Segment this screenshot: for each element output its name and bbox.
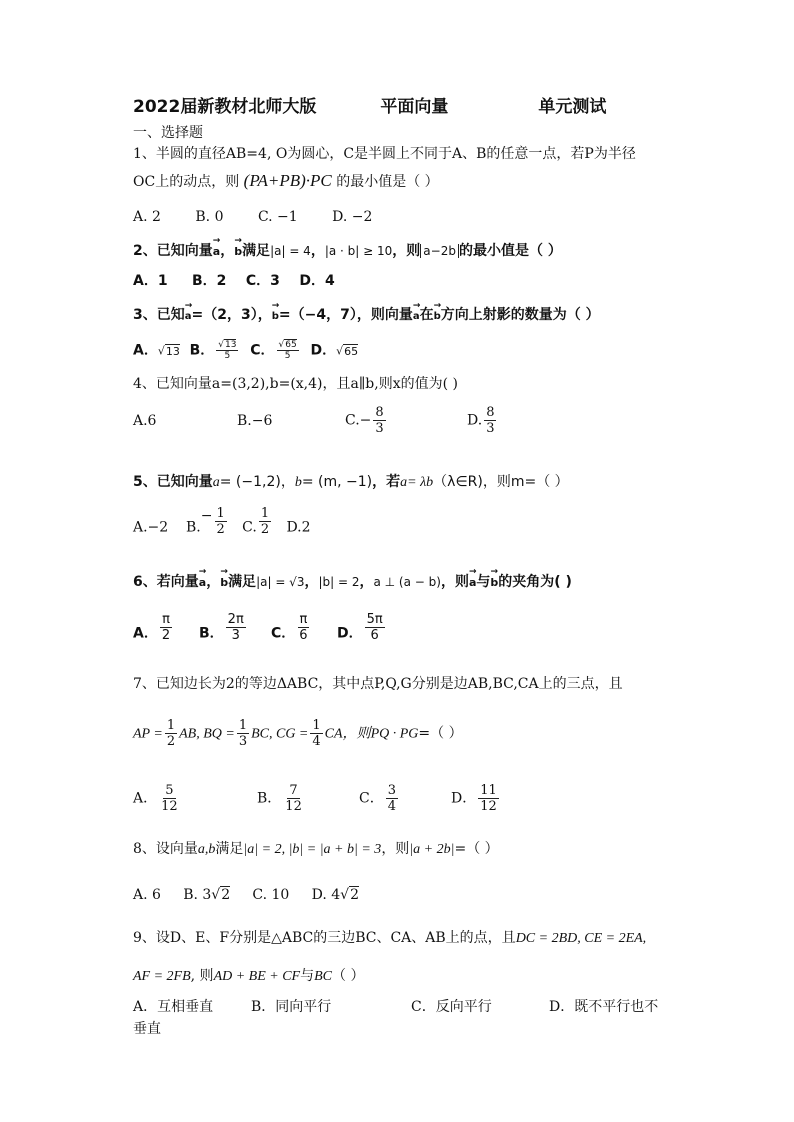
q2-mid: 满足 (242, 243, 271, 259)
q2-option-d: D．4 (299, 273, 335, 289)
q2-cond1: |a| = 4 (270, 244, 311, 258)
q7-ap: AP = (133, 726, 163, 742)
q6-post: 的夹角为( ) (498, 574, 572, 590)
q7-line2 (133, 718, 463, 749)
q7-ca: CA，则 (324, 726, 371, 742)
q3-option-c-fraction: $\frac{√65}{5}$ (278, 340, 297, 361)
q9-sum: AD + BE + CF (213, 969, 301, 984)
q6-option-c-fraction: $\frac{\pi}{6}$ (299, 612, 308, 643)
q3-option-b-label: B． (189, 342, 215, 359)
q9-option-d: D．既不平行也不 (549, 999, 659, 1015)
q9-with: 与 (300, 968, 315, 984)
q6-cond3: a ⊥ (a − b) (373, 575, 441, 589)
q8-condition: |a| = 2, |b| = |a + b| = 3 (243, 842, 382, 857)
q1-option-d: D. −2 (332, 209, 373, 225)
q7-option-d-label: D． (451, 790, 477, 807)
q8-expression: |a + 2b| (409, 842, 455, 857)
q6-option-d-fraction: $\frac{5\pi}{6}$ (366, 612, 383, 643)
q4-options (133, 405, 498, 436)
q8-option-d-radicand: 2 (350, 887, 359, 903)
q6-options (133, 612, 387, 649)
q8-post: =（ ） (454, 841, 499, 857)
q2-options (133, 272, 335, 290)
q3-vector-a: → a (185, 308, 192, 326)
q1-line1: 1、半圆的直径AB=4, O为圆心，C是半圆上不同于A、B的任意一点，若P为半径 (133, 146, 636, 162)
q3-option-b-fraction: $\frac{√13}{5}$ (218, 340, 237, 361)
q6-vector-a: → a (199, 574, 206, 592)
q5-options (133, 506, 311, 543)
q5-option-a: A.−2 (133, 519, 169, 536)
q4-option-b: B.−6 (237, 412, 273, 429)
q5-option-b: B. (186, 519, 201, 536)
q4-line: 4、已知向量a=(3,2),b=(x,4)，且a∥b,则x的值为( ) (133, 376, 458, 392)
q6-option-c-label: C． (271, 625, 296, 642)
q6-with: 与 (476, 574, 491, 590)
q3-option-d-value: 65 (344, 344, 359, 358)
q1-option-a: A. 2 (133, 209, 161, 225)
q1-pre: OC上的动点，则 (133, 174, 240, 190)
q6-vector-a2: → a (469, 574, 476, 592)
q7-cg: BC, CG = (251, 726, 309, 742)
q9-line1 (133, 929, 646, 948)
q7-options (133, 783, 501, 814)
q6-pre: 6、若向量 (133, 574, 199, 590)
q8-options: A. 6 B. 3√2 C. 10 D. 4√2 (133, 887, 359, 903)
q3-pre: 3、已知 (133, 307, 185, 323)
q9-option-a: A．互相垂直 (133, 999, 214, 1015)
q7-option-c-fraction: $\frac{3}{4}$ (387, 783, 396, 814)
q5-b-value: = (m, −1) (301, 474, 373, 490)
q9-expression-2: AF = 2FB (133, 969, 191, 984)
q4-option-d-fraction: $\frac{8}{3}$ (486, 405, 495, 436)
q3-on: 在 (419, 307, 434, 323)
q2-vector-a: → a (213, 243, 220, 261)
q5-option-d: D.2 (286, 519, 311, 536)
q5-line (133, 473, 569, 492)
q6-cond1: |a| = √3 (256, 575, 305, 589)
q9-option-c: C．反向平行 (411, 999, 492, 1015)
q1-line2 (133, 172, 439, 191)
q5-a: a (212, 475, 220, 490)
document-title (133, 92, 634, 117)
q2-then: ，则 (392, 243, 421, 259)
q7-option-b-label: B． (257, 790, 282, 807)
q2-cond2: |a · b| ≥ 10 (324, 244, 393, 258)
q8-option-d: D. 4 (311, 887, 341, 903)
q9-mid: , 则 (190, 968, 214, 984)
q5-mid: ，若 (372, 474, 401, 490)
q5-option-c: C. (242, 519, 257, 536)
q6-then: ，则 (440, 574, 469, 590)
q5-option-b-fraction: $\frac{1}{2}$ (216, 506, 225, 537)
q2-option-c: C．3 (245, 273, 280, 289)
q7-fraction-1: $\frac{1}{2}$ (166, 718, 176, 749)
q3-vector-b2: → b (434, 308, 441, 326)
q9-line2 (133, 967, 364, 986)
q5-b: b (294, 475, 302, 490)
q6-option-b-fraction: $\frac{2\pi}{3}$ (227, 612, 244, 643)
q7-post: =（ ） (418, 725, 463, 742)
q1-options (133, 208, 372, 226)
q6-option-a-label: A． (133, 625, 158, 642)
q8-option-c: C. 10 (252, 887, 290, 903)
q6-vector-b2: → b (490, 574, 498, 592)
q6-cond2: |b| = 2 (318, 575, 360, 589)
q3-b-value: =（−4，7），则向量 (278, 307, 413, 323)
q5-a2: a (400, 475, 408, 490)
q9-option-d-wrap: 垂直 (133, 1021, 161, 1037)
q2-vector-b: → b (234, 243, 242, 261)
title-part3: 单元测试 (538, 97, 607, 117)
q3-option-a-value: 13 (165, 344, 180, 358)
q9-pre: 9、设D、E、F分别是△ABC的三边BC、CA、AB上的点，且 (133, 930, 516, 946)
q6-option-d-label: D． (337, 625, 363, 642)
q5-relation: = λb (407, 475, 434, 490)
q5-post: （λ∈R)，则m=（ ） (433, 474, 569, 490)
q7-option-a-label: A． (133, 790, 158, 807)
q7-fraction-3: $\frac{1}{4}$ (312, 718, 321, 749)
q3-option-d-label: D． (310, 342, 337, 359)
q7-option-b-fraction: $\frac{7}{12}$ (285, 783, 302, 814)
q1-option-c: C. −1 (257, 209, 298, 225)
q3-post: 方向上射影的数量为（ ） (440, 307, 600, 323)
q8-option-a: A. 6 (133, 887, 161, 903)
q9-option-b: B．同向平行 (251, 999, 332, 1015)
title-part1: 2022届新教材北师大版 (133, 97, 317, 117)
q3-option-c-label: C． (250, 342, 275, 359)
q8-option-b: B. 3 (183, 887, 212, 903)
q7-option-d-fraction: $\frac{11}{12}$ (480, 783, 497, 814)
q2-option-b: B．2 (191, 273, 227, 289)
q1-option-b: B. 0 (195, 209, 224, 225)
title-part2: 平面向量 (380, 97, 449, 117)
q2-option-a: A．1 (133, 273, 168, 289)
q8-then: ，则 (381, 841, 410, 857)
q6-line: 6、若向量→ a，→ b满足|a| = √3，|b| = 2，a ⊥ (a − b)，则→ a与→ b的夹角为( ) (133, 573, 572, 592)
q3-line (133, 306, 600, 326)
q7-line1: 7、已知边长为2的等边ΔABC，其中点P,Q,G分别是边AB,BC,CA上的三点，且 (133, 676, 623, 692)
q6-option-b-label: B． (199, 625, 224, 642)
q7-option-a-fraction: $\frac{5}{12}$ (161, 783, 178, 814)
q3-options: A．√13 B． $\frac{√13}{5}$ C． $\frac{√65}{5}$ D．√65 (133, 340, 359, 361)
q1-post: 的最小值是（ ） (336, 174, 439, 190)
q8-option-b-radicand: 2 (221, 887, 231, 903)
q6-vector-b: → b (220, 574, 228, 592)
q7-expression: PQ · PG (370, 726, 419, 742)
q4-option-c: C.− (345, 412, 372, 429)
q2-post: 的最小值是（ ） (458, 243, 562, 259)
q5-option-c-fraction: $\frac{1}{2}$ (260, 506, 270, 537)
q4-option-c-fraction: $\frac{8}{3}$ (375, 405, 384, 436)
q4-option-a: A.6 (133, 412, 157, 429)
q8-line (133, 840, 499, 859)
q2-expression: a−2b (420, 244, 459, 258)
q8-pre: 8、设向量 (133, 841, 198, 857)
q3-option-a-label: A． (133, 342, 158, 359)
q7-fraction-2: $\frac{1}{3}$ (238, 718, 248, 749)
q8-mid: 满足 (215, 841, 244, 857)
q5-pre: 5、已知向量 (133, 474, 213, 490)
q2-pre: 2、已知向量 (133, 243, 213, 259)
q9-expression-1: DC = 2BD, CE = 2EA, (515, 931, 647, 946)
q3-vector-b: → b (272, 308, 279, 326)
q9-options (133, 998, 658, 1016)
q6-mid: 满足 (228, 574, 257, 590)
q9-post: （ ） (332, 968, 365, 984)
q1-expression: (PA+PB)·PC (243, 171, 332, 190)
q6-option-a-fraction: $\frac{\pi}{2}$ (161, 612, 171, 643)
section-heading: 一、选择题 (133, 125, 203, 141)
q3-a-value: =（2，3）， (191, 307, 272, 323)
q3-vector-a2: → a (413, 308, 420, 326)
q4-option-d: D. (467, 412, 483, 429)
q7-bq: AB, BQ = (179, 726, 235, 742)
q5-option-b-sign: − (200, 507, 213, 524)
q9-bc: BC (314, 969, 333, 984)
q5-a-value: = (−1,2)， (219, 474, 295, 490)
q8-vectors: a,b (197, 842, 216, 857)
q2-line: 2、已知向量→ a，→ b满足|a| = 4，|a · b| ≥ 10，则 a−2b 的最小值是（ ） (133, 242, 562, 261)
q7-option-c-label: C． (359, 790, 384, 807)
